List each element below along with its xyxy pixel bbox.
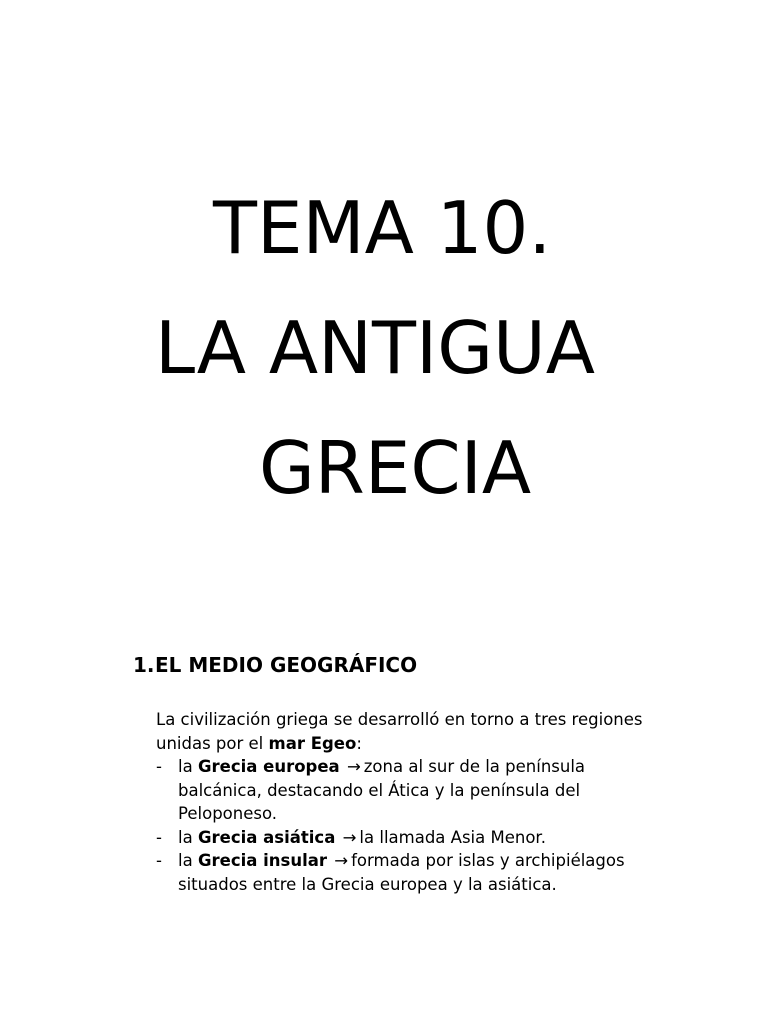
title-line-1: TEMA 10. <box>213 186 552 270</box>
section-heading <box>133 651 417 679</box>
bullet-dash: - <box>156 757 162 776</box>
bullet-text: formada por islas y archipiélagos <box>351 851 625 870</box>
bullet-bold-term: Grecia insular <box>197 851 328 870</box>
bullet-dash: - <box>156 827 162 847</box>
list-item <box>156 755 656 826</box>
bullet-line <box>178 755 656 779</box>
bullet-line: balcánica, destacando el Ática y la península del <box>178 780 581 800</box>
intro-colon: : <box>356 733 362 753</box>
intro-line-2 <box>156 732 656 756</box>
bullet-line <box>178 849 656 873</box>
right-arrow-icon: → <box>346 757 361 776</box>
list-item <box>156 826 656 850</box>
title-line-2: LA ANTIGUA <box>155 306 595 390</box>
bullet-bold-term: Grecia asiática <box>197 827 336 847</box>
bullet-text: zona al sur de la península <box>363 757 586 776</box>
bullet-prefix: la <box>178 827 198 847</box>
bullet-text: la llamada Asia Menor. <box>359 827 546 847</box>
bullet-line <box>178 826 656 850</box>
section-title: EL MEDIO GEOGRÁFICO <box>155 653 418 677</box>
bullet-dash: - <box>156 851 162 870</box>
bullet-prefix: la <box>178 851 198 870</box>
right-arrow-icon: → <box>334 851 349 870</box>
section-body <box>156 708 656 896</box>
bullet-bold-term: Grecia europea <box>197 757 340 776</box>
right-arrow-icon: → <box>342 827 357 847</box>
section-number: 1. <box>133 653 155 677</box>
regions-list <box>156 755 656 896</box>
bullet-prefix: la <box>178 757 198 776</box>
list-item <box>156 849 656 896</box>
intro-bold-term: mar Egeo <box>268 733 357 753</box>
bullet-line: Peloponeso. <box>178 804 278 823</box>
bullet-line: situados entre la Grecia europea y la asiática. <box>178 874 557 894</box>
intro-text: unidas por el <box>156 733 269 753</box>
intro-line-1: La civilización griega se desarrolló en torno a tres regiones <box>156 710 643 729</box>
title-line-3: GRECIA <box>259 426 532 510</box>
